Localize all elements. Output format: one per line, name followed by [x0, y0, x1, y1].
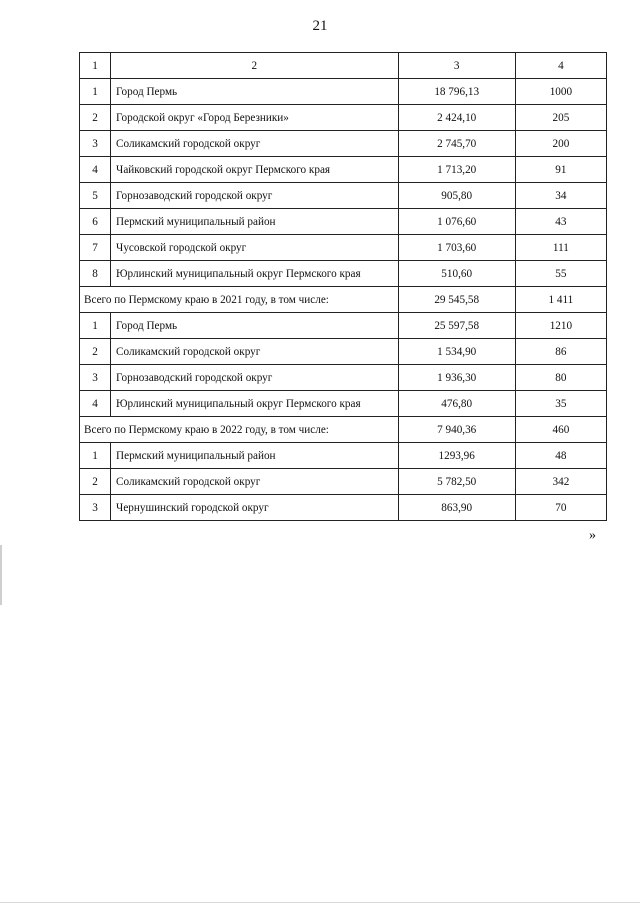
table-row [80, 131, 607, 157]
scan-edge-mark [0, 545, 2, 605]
row-number: 5 [80, 183, 111, 209]
table-row [80, 79, 607, 105]
amount-value: 1 936,30 [398, 365, 515, 391]
amount-value: 25 597,58 [398, 313, 515, 339]
amount-value: 5 782,50 [398, 469, 515, 495]
table-row [80, 209, 607, 235]
amount-value: 18 796,13 [398, 79, 515, 105]
amount-value: 29 545,58 [398, 287, 515, 313]
count-value: 35 [515, 391, 606, 417]
municipality-name: Пермский муниципальный район [111, 209, 399, 235]
count-value: 342 [515, 469, 606, 495]
count-value: 80 [515, 365, 606, 391]
municipality-name: Юрлинский муниципальный округ Пермского края [111, 391, 399, 417]
amount-value: 1 534,90 [398, 339, 515, 365]
municipality-name: Соликамский городской округ [111, 469, 399, 495]
row-number: 4 [80, 391, 111, 417]
table-body [80, 53, 607, 521]
municipality-name: Соликамский городской округ [111, 339, 399, 365]
count-value: 48 [515, 443, 606, 469]
data-table [79, 52, 607, 521]
table-row [80, 157, 607, 183]
row-number: 1 [80, 443, 111, 469]
row-number: 6 [80, 209, 111, 235]
closing-quote: » [589, 528, 596, 543]
total-label: Всего по Пермскому краю в 2021 году, в том числе: [80, 287, 399, 313]
count-value: 70 [515, 495, 606, 521]
header-row [80, 53, 607, 79]
municipality-name: Чусовской городской округ [111, 235, 399, 261]
municipality-name: Горнозаводский городской округ [111, 365, 399, 391]
row-number: 8 [80, 261, 111, 287]
count-value: 111 [515, 235, 606, 261]
table-row [80, 183, 607, 209]
amount-value: 2 424,10 [398, 105, 515, 131]
amount-value: 863,90 [398, 495, 515, 521]
municipality-name: Горнозаводский городской округ [111, 183, 399, 209]
table-row [80, 261, 607, 287]
row-number: 1 [80, 79, 111, 105]
table-row [80, 495, 607, 521]
amount-value: 1 703,60 [398, 235, 515, 261]
amount-value: 1 076,60 [398, 209, 515, 235]
count-value: 91 [515, 157, 606, 183]
scan-bottom-edge [0, 902, 640, 903]
header-cell-2: 2 [111, 53, 399, 79]
municipality-name: Пермский муниципальный район [111, 443, 399, 469]
table-row [80, 469, 607, 495]
amount-value: 7 940,36 [398, 417, 515, 443]
row-number: 2 [80, 105, 111, 131]
table-row [80, 391, 607, 417]
municipality-name: Городской округ «Город Березники» [111, 105, 399, 131]
count-value: 86 [515, 339, 606, 365]
count-value: 1 411 [515, 287, 606, 313]
table-row [80, 105, 607, 131]
table-row [80, 443, 607, 469]
row-number: 3 [80, 365, 111, 391]
amount-value: 2 745,70 [398, 131, 515, 157]
table-row [80, 365, 607, 391]
municipality-name: Чайковский городской округ Пермского края [111, 157, 399, 183]
count-value: 43 [515, 209, 606, 235]
total-label: Всего по Пермскому краю в 2022 году, в том числе: [80, 417, 399, 443]
municipality-name: Город Пермь [111, 79, 399, 105]
amount-value: 510,60 [398, 261, 515, 287]
count-value: 205 [515, 105, 606, 131]
row-number: 2 [80, 339, 111, 365]
total-row [80, 417, 607, 443]
municipality-name: Город Пермь [111, 313, 399, 339]
amount-value: 476,80 [398, 391, 515, 417]
header-cell-1: 1 [80, 53, 111, 79]
total-row [80, 287, 607, 313]
row-number: 3 [80, 131, 111, 157]
row-number: 7 [80, 235, 111, 261]
header-cell-3: 3 [398, 53, 515, 79]
count-value: 1000 [515, 79, 606, 105]
page-number: 21 [312, 18, 328, 34]
table-row [80, 313, 607, 339]
amount-value: 905,80 [398, 183, 515, 209]
count-value: 55 [515, 261, 606, 287]
count-value: 460 [515, 417, 606, 443]
count-value: 34 [515, 183, 606, 209]
row-number: 4 [80, 157, 111, 183]
table-row [80, 339, 607, 365]
amount-value: 1 713,20 [398, 157, 515, 183]
row-number: 3 [80, 495, 111, 521]
header-cell-4: 4 [515, 53, 606, 79]
amount-value: 1293,96 [398, 443, 515, 469]
row-number: 1 [80, 313, 111, 339]
municipality-name: Чернушинский городской округ [111, 495, 399, 521]
table-row [80, 235, 607, 261]
municipality-name: Юрлинский муниципальный округ Пермского края [111, 261, 399, 287]
municipality-name: Соликамский городской округ [111, 131, 399, 157]
count-value: 200 [515, 131, 606, 157]
row-number: 2 [80, 469, 111, 495]
count-value: 1210 [515, 313, 606, 339]
